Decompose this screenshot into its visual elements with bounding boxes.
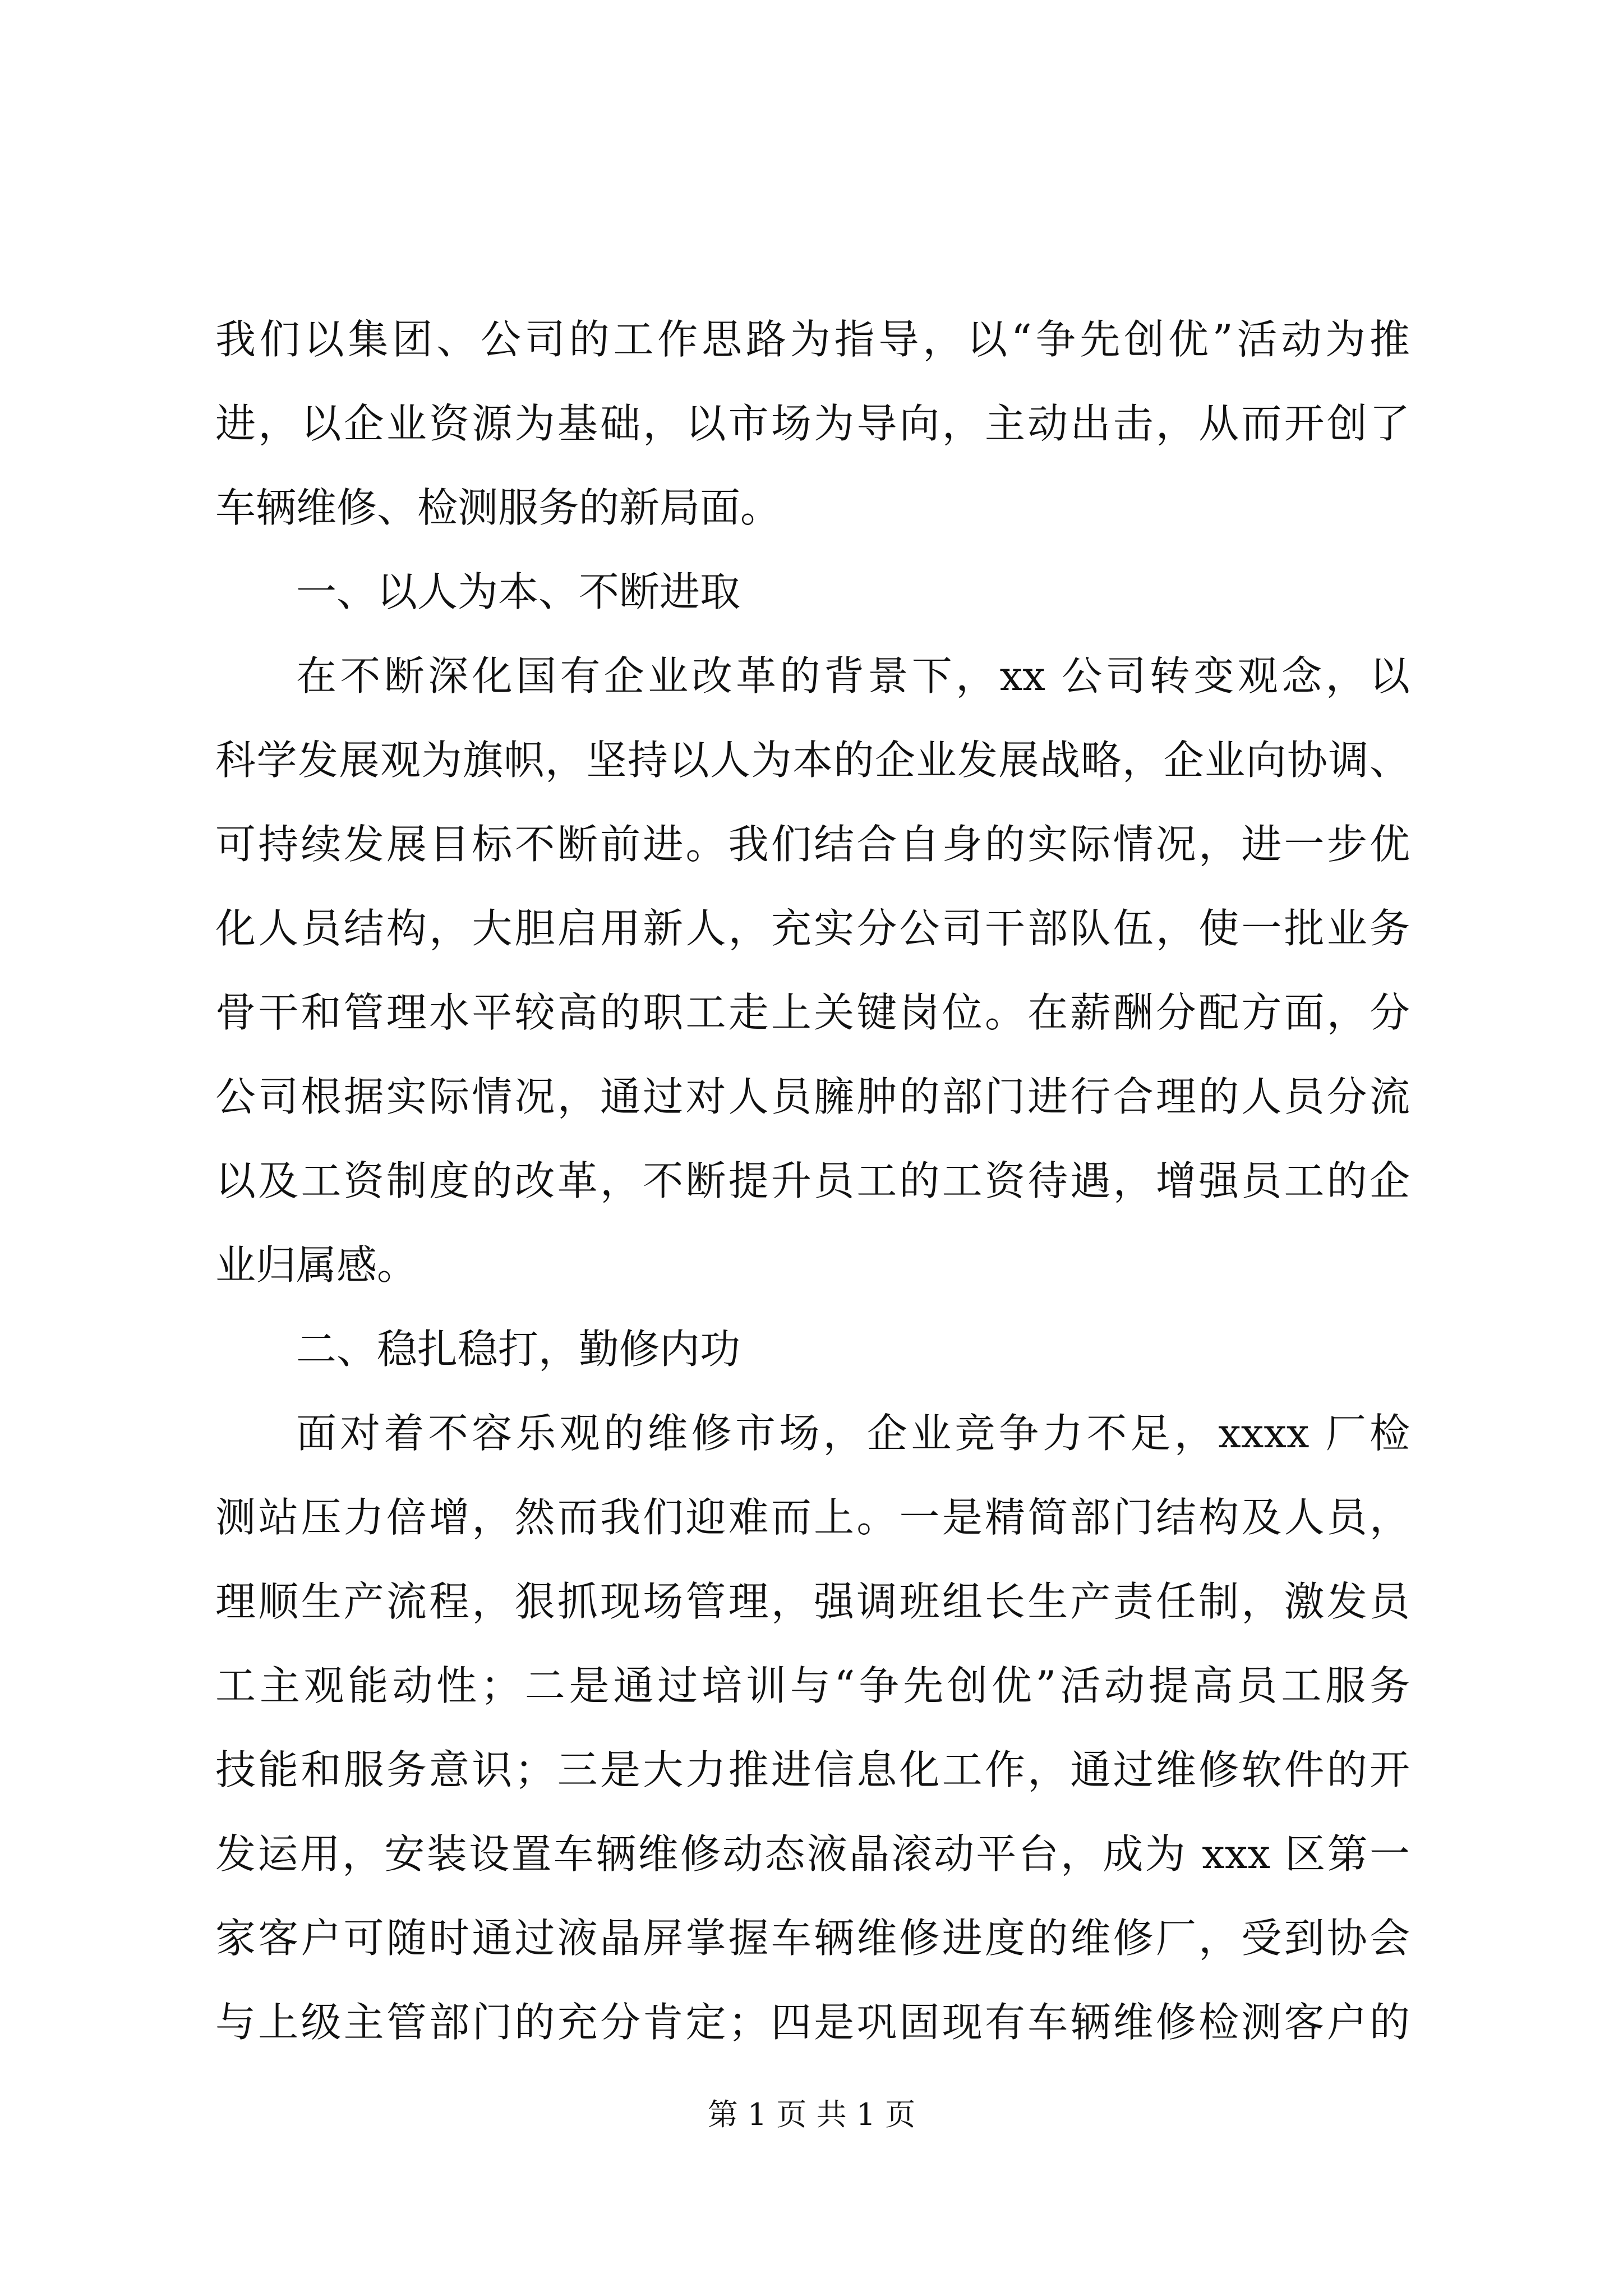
- paragraph-line: 业归属感。: [215, 1241, 418, 1289]
- paragraph-line: 发运用，安装设置车辆维修动态液晶滚动平台，成为 xxx 区第一: [215, 1830, 1410, 1878]
- paragraph-line: 测站压力倍增，然而我们迎难而上。一是精简部门结构及人员，: [215, 1494, 1410, 1541]
- page-number-label: 第 1 页 共 1 页: [707, 2097, 916, 2132]
- paragraph-line: 化人员结构，大胆启用新人，充实分公司干部队伍，使一批业务: [215, 905, 1410, 952]
- paragraph-line: 理顺生产流程，狠抓现场管理，强调班组长生产责任制，激发员: [215, 1578, 1410, 1625]
- page-footer: [0, 2092, 1623, 2137]
- section-heading-1: 一、以人为本、不断进取: [296, 568, 741, 615]
- paragraph-line: 科学发展观为旗帜，坚持以人为本的企业发展战略，企业向协调、: [215, 737, 1410, 784]
- paragraph-line: 以及工资制度的改革，不断提升员工的工资待遇，增强员工的企: [215, 1157, 1410, 1204]
- paragraph-line: 工主观能动性；二是通过培训与“争先创优”活动提高员工服务: [215, 1662, 1410, 1709]
- paragraph-line: 骨干和管理水平较高的职工走上关键岗位。在薪酬分配方面，分: [215, 989, 1410, 1036]
- paragraph-line: 可持续发展目标不断前进。我们结合自身的实际情况，进一步优: [215, 821, 1410, 868]
- paragraph-line: 我们以集团、公司的工作思路为指导，以“争先创优”活动为推: [215, 316, 1410, 363]
- paragraph-line: 面对着不容乐观的维修市场，企业竞争力不足，xxxx 厂检: [296, 1410, 1410, 1457]
- paragraph-line: 技能和服务意识；三是大力推进信息化工作，通过维修软件的开: [215, 1746, 1410, 1793]
- section-heading-2: 二、稳扎稳打，勤修内功: [296, 1326, 741, 1373]
- paragraph-line: 进，以企业资源为基础，以市场为导向，主动出击，从而开创了: [215, 400, 1410, 447]
- paragraph-line: 车辆维修、检测服务的新局面。: [215, 484, 781, 531]
- document-body: [215, 297, 1410, 2064]
- paragraph-line: 与上级主管部门的充分肯定；四是巩固现有车辆维修检测客户的: [215, 1999, 1410, 2046]
- paragraph-line: 公司根据实际情况，通过对人员臃肿的部门进行合理的人员分流: [215, 1073, 1410, 1120]
- paragraph-line: 家客户可随时通过液晶屏掌握车辆维修进度的维修厂，受到协会: [215, 1915, 1410, 1962]
- paragraph-line: 在不断深化国有企业改革的背景下，xx 公司转变观念，以: [296, 652, 1410, 700]
